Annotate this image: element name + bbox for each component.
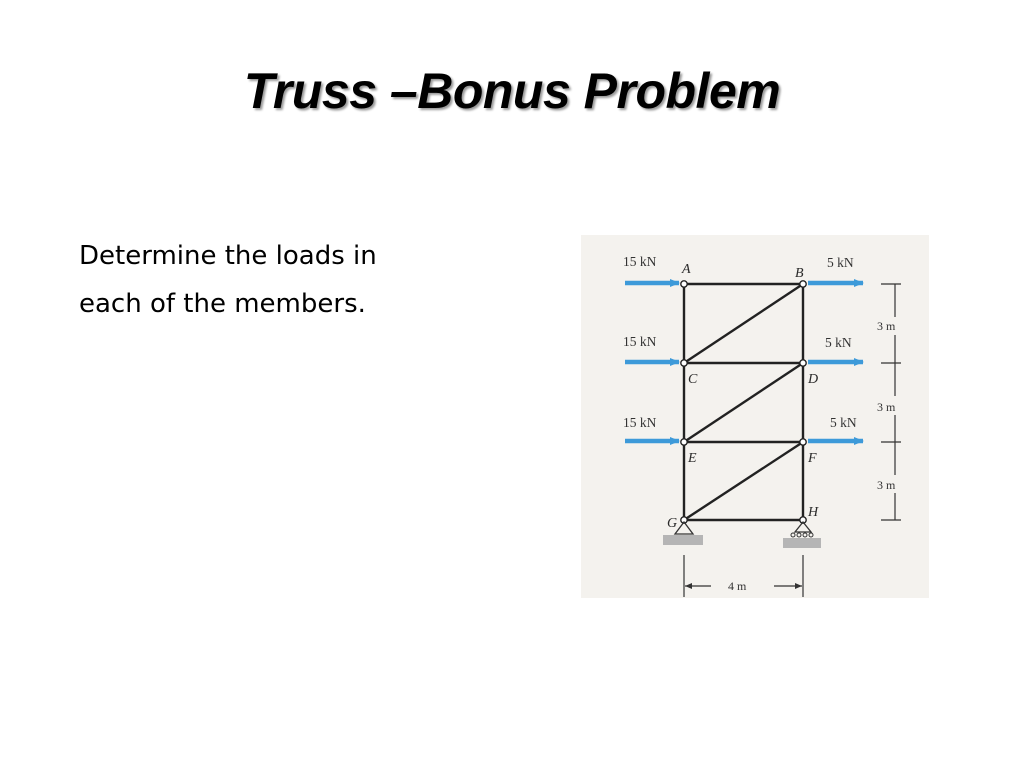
roller-support-h bbox=[783, 522, 821, 548]
node-label-g: G bbox=[667, 516, 678, 531]
node-label-d: D bbox=[808, 372, 819, 387]
dimension-width: 4 m bbox=[728, 579, 747, 593]
member-bc bbox=[684, 284, 803, 363]
truss-diagram bbox=[581, 235, 929, 598]
joint-e bbox=[681, 439, 687, 445]
joint-a bbox=[681, 281, 687, 287]
load-label-f: 5 kN bbox=[830, 415, 857, 430]
load-label-c: 15 kN bbox=[623, 334, 657, 349]
load-label-e: 15 kN bbox=[623, 415, 657, 430]
truss-figure bbox=[581, 235, 929, 598]
joint-d bbox=[800, 360, 806, 366]
load-label-a: 15 kN bbox=[623, 254, 657, 269]
member-fg bbox=[684, 442, 803, 520]
problem-statement bbox=[79, 232, 499, 328]
load-label-d: 5 kN bbox=[825, 335, 852, 350]
problem-line-1: Determine the loads in bbox=[79, 241, 377, 271]
dimension-height-3: 3 m bbox=[877, 478, 896, 492]
truss-members bbox=[684, 284, 803, 520]
load-label-b: 5 kN bbox=[827, 255, 854, 270]
node-label-h: H bbox=[808, 505, 819, 520]
node-label-b: B bbox=[795, 266, 804, 281]
dimension-height-2: 3 m bbox=[877, 400, 896, 414]
dimension-height-1: 3 m bbox=[877, 319, 896, 333]
node-label-f: F bbox=[808, 451, 817, 466]
node-label-a: A bbox=[682, 262, 691, 277]
joint-c bbox=[681, 360, 687, 366]
joint-b bbox=[800, 281, 806, 287]
problem-line-2: each of the members. bbox=[79, 289, 366, 319]
node-label-e: E bbox=[688, 451, 697, 466]
joint-f bbox=[800, 439, 806, 445]
member-de bbox=[684, 363, 803, 442]
node-label-c: C bbox=[688, 372, 698, 387]
slide-title: Truss –Bonus Problem bbox=[243, 63, 781, 119]
